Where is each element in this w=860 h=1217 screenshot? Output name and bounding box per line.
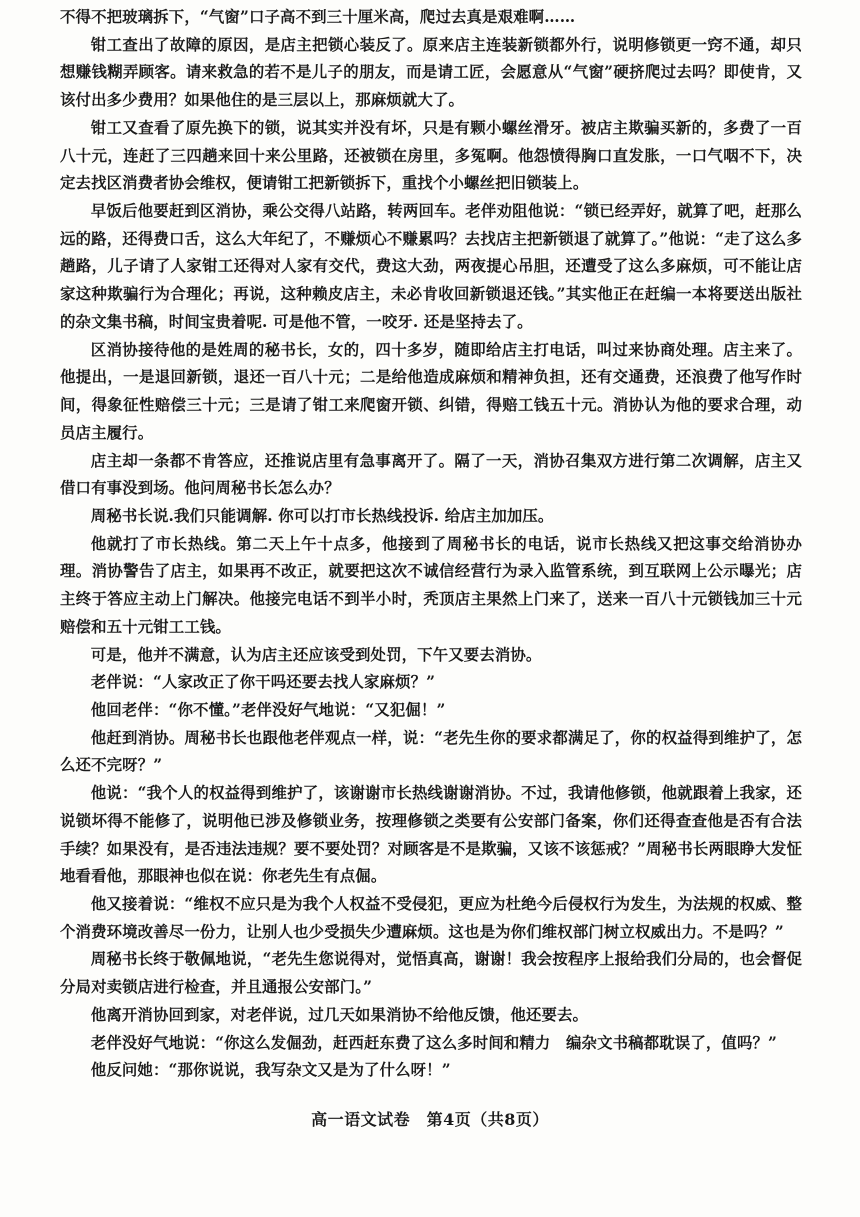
paragraph: 他离开消协回到家，对老伴说，过几天如果消协不给他反馈，他还要去。 <box>90 1005 589 1024</box>
paragraph: 区消协接待他的是姓周的秘书长，女的，四十多岁，随即给店主打电话，叫过来协商处理。店主来了。他提出，一是退回新锁，退还一百八十元；二是给他造成麻烦和精神负担，还有交通费，还浪费了他写作时间，得象征性赔偿三十元；三是请了钳工来爬窗开锁、纠错，得赔工钱五十元。消协认为他的要求合理，动员店主履行。 <box>60 340 802 442</box>
paragraph: 周秘书长终于敬佩地说，“老先生您说得对，觉悟真高，谢谢！我会按程序上报给我们分局的，也会督促分局对卖锁店进行检查，并且通报公安部门。” <box>60 950 802 997</box>
paragraph: 老伴说：“人家改正了你干吗还要去找人家麻烦？” <box>90 673 436 692</box>
paragraph: 店主却一条都不肯答应，还推说店里有急事离开了。隔了一天，消协召集双方进行第二次调解，店主又借口有事没到场。他问周秘书长怎么办？ <box>60 451 802 498</box>
paragraph: 老伴没好气地说：“你这么发倔劲，赶西赶东费了这么多时间和精力 编杂文书稿都耽误了，值吗？” <box>90 1033 778 1052</box>
paragraph: 不得不把玻璃拆下，“气窗”口子高不到三十厘米高，爬过去真是艰难啊…… <box>60 8 576 26</box>
paragraph: 他说：“我个人的权益得到维护了，该谢谢市长热线谢谢消协。不过，我请他修锁，他就跟着上我家，还说锁坏得不能修了，说明他已涉及修锁业务，按理修锁之类要有公安部门备案，你们还得查查他是否有合法手续？如果没有，是否违法违规？要不要处罚？对顾客是不是欺骗，又该不该惩戒？”周秘书长两眼睁大发怔地看看他，那眼神也似在说：你老先生有点倔。 <box>60 784 802 886</box>
paragraph: 他反问她：“那你说说，我写杂文又是为了什么呀！” <box>90 1061 451 1080</box>
article-body <box>60 4 802 1085</box>
paragraph: 钳工又查看了原先换下的锁，说其实并没有坏，只是有颗小螺丝滑牙。被店主欺骗买新的，多费了一百八十元，连赶了三四趟来回十来公里路，还被锁在房里，多冤啊。他怨愤得胸口直发胀，一口气咽不下，决定去找区消费者协会维权，便请钳工把新锁拆下，重找个小螺丝把旧锁装上。 <box>60 118 802 193</box>
paragraph: 钳工查出了故障的原因，是店主把锁心装反了。原来店主连装新锁都外行，说明修锁更一窍不通，却只想赚钱糊弄顾客。请来救急的若不是儿子的朋友，而是请工匠，会愿意从“气窗”硬挤爬过去吗？即使肯，又该付出多少费用？如果他住的是三层以上，那麻烦就大了。 <box>60 35 802 110</box>
paragraph: 他又接着说：“维权不应只是为我个人权益不受侵犯，更应为杜绝今后侵权行为发生，为法规的权威、整个消费环境改善尽一份力，让别人也少受损失少遭麻烦。这也是为你们维权部门树立权威出力。不是吗？” <box>60 895 802 941</box>
page-footer: 高一语文试卷 第4页（共8页） <box>311 1110 549 1129</box>
paragraph: 他就打了市长热线。第二天上午十点多，他接到了周秘书长的电话，说市长热线又把这事交给消协办理。消协警告了店主，如果再不改正，就要把这次不诚信经营行为录入监管系统，到互联网上公示曝光；店主终于答应主动上门解决。他接完电话不到半小时，秃顶店主果然上门来了，送来一百八十元锁钱加三十元赔偿和五十元钳工工钱。 <box>60 534 802 636</box>
paragraph: 周秘书长说.我们只能调解. 你可以打市长热线投诉. 给店主加加压。 <box>90 506 554 525</box>
paragraph: 可是，他并不满意，认为店主还应该受到处罚，下午又要去消协。 <box>90 645 542 664</box>
paragraph: 他回老伴：“你不懂。”老伴没好气地说：“又犯倔！” <box>90 700 446 719</box>
paragraph: 他赶到消协。周秘书长也跟他老伴观点一样，说：“老先生你的要求都满足了，你的权益得到维护了，怎么还不完呀？” <box>60 728 802 775</box>
paragraph: 早饭后他要赶到区消协，乘公交得八站路，转两回车。老伴劝阻他说：“锁已经弄好，就算了吧，赶那么远的路，还得费口舌，这么大年纪了，不赚烦心不赚累吗？去找店主把新锁退了就算了。”他说：“走了这么多趟路，儿子请了人家钳工还得对人家有交代，费这大劲，两夜提心吊胆，还遭受了这么多麻烦，可不能让店家这种欺骗行为合理化；再说，这种赖皮店主，未必肯收回新锁退还钱。”其实他正在赶编一本将要送出版社的杂文集书稿，时间宝贵着呢. 可是他不管，一咬牙. 还是坚持去了。 <box>60 202 802 331</box>
